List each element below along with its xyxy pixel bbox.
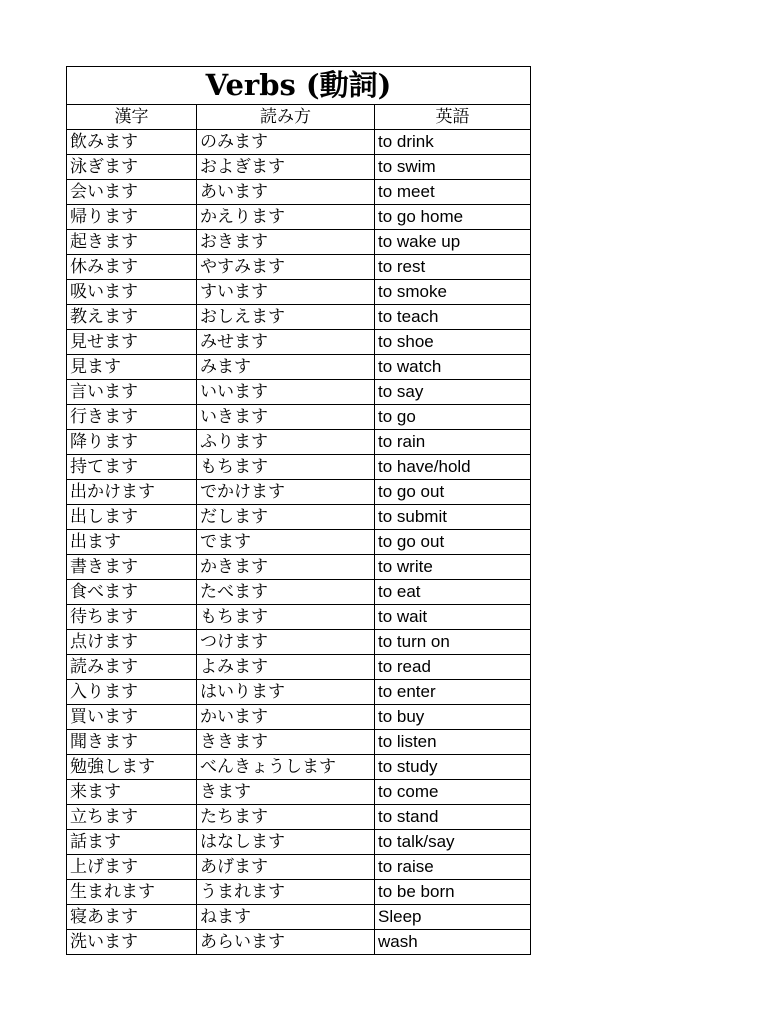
kanji-cell: 聞きます xyxy=(67,730,197,755)
english-cell: to submit xyxy=(375,505,531,530)
table-row xyxy=(67,505,531,530)
table-row xyxy=(67,805,531,830)
table-row xyxy=(67,655,531,680)
english-cell: to go xyxy=(375,405,531,430)
english-cell: to wait xyxy=(375,605,531,630)
reading-cell: たちます xyxy=(197,805,375,830)
table-row xyxy=(67,230,531,255)
kanji-cell: 持てます xyxy=(67,455,197,480)
kanji-cell: 来ます xyxy=(67,780,197,805)
reading-cell: うまれます xyxy=(197,880,375,905)
kanji-cell: 降ります xyxy=(67,430,197,455)
reading-cell: みせます xyxy=(197,330,375,355)
reading-cell: もちます xyxy=(197,455,375,480)
column-header-reading: 読み方 xyxy=(197,105,375,130)
reading-cell: よみます xyxy=(197,655,375,680)
table-row xyxy=(67,405,531,430)
reading-cell: かきます xyxy=(197,555,375,580)
reading-cell: すいます xyxy=(197,280,375,305)
reading-cell: ふります xyxy=(197,430,375,455)
table-row xyxy=(67,180,531,205)
english-cell: to say xyxy=(375,380,531,405)
kanji-cell: 起きます xyxy=(67,230,197,255)
reading-cell: ききます xyxy=(197,730,375,755)
english-cell: to meet xyxy=(375,180,531,205)
table-row xyxy=(67,130,531,155)
english-cell: to go out xyxy=(375,480,531,505)
reading-cell: おきます xyxy=(197,230,375,255)
table-row xyxy=(67,780,531,805)
table-row xyxy=(67,205,531,230)
table-row xyxy=(67,705,531,730)
table-row xyxy=(67,305,531,330)
kanji-cell: 教えます xyxy=(67,305,197,330)
column-header-kanji: 漢字 xyxy=(67,105,197,130)
table-body xyxy=(67,130,531,955)
english-cell: to rain xyxy=(375,430,531,455)
kanji-cell: 買います xyxy=(67,705,197,730)
reading-cell: ねます xyxy=(197,905,375,930)
kanji-cell: 書きます xyxy=(67,555,197,580)
kanji-cell: 生まれます xyxy=(67,880,197,905)
table-row xyxy=(67,480,531,505)
table-row xyxy=(67,455,531,480)
kanji-cell: 休みます xyxy=(67,255,197,280)
reading-cell: あいます xyxy=(197,180,375,205)
reading-cell: でます xyxy=(197,530,375,555)
kanji-cell: 上げます xyxy=(67,855,197,880)
english-cell: to turn on xyxy=(375,630,531,655)
reading-cell: あげます xyxy=(197,855,375,880)
english-cell: to smoke xyxy=(375,280,531,305)
kanji-cell: 立ちます xyxy=(67,805,197,830)
table-row xyxy=(67,830,531,855)
kanji-cell: 飲みます xyxy=(67,130,197,155)
english-cell: to listen xyxy=(375,730,531,755)
kanji-cell: 話ます xyxy=(67,830,197,855)
english-cell: to go home xyxy=(375,205,531,230)
reading-cell: きます xyxy=(197,780,375,805)
reading-cell: のみます xyxy=(197,130,375,155)
reading-cell: かいます xyxy=(197,705,375,730)
english-cell: to be born xyxy=(375,880,531,905)
english-cell: to raise xyxy=(375,855,531,880)
kanji-cell: 待ちます xyxy=(67,605,197,630)
table-row xyxy=(67,530,531,555)
kanji-cell: 見せます xyxy=(67,330,197,355)
table-row xyxy=(67,280,531,305)
kanji-cell: 勉強します xyxy=(67,755,197,780)
reading-cell: はなします xyxy=(197,830,375,855)
kanji-cell: 寝あます xyxy=(67,905,197,930)
table-row xyxy=(67,880,531,905)
table-row xyxy=(67,155,531,180)
reading-cell: つけます xyxy=(197,630,375,655)
english-cell: to rest xyxy=(375,255,531,280)
table-row xyxy=(67,680,531,705)
english-cell: to come xyxy=(375,780,531,805)
english-cell: to drink xyxy=(375,130,531,155)
reading-cell: やすみます xyxy=(197,255,375,280)
table-row xyxy=(67,330,531,355)
table-row xyxy=(67,355,531,380)
kanji-cell: 言います xyxy=(67,380,197,405)
english-cell: to watch xyxy=(375,355,531,380)
title-row xyxy=(67,67,531,105)
table-row xyxy=(67,630,531,655)
english-cell: to swim xyxy=(375,155,531,180)
kanji-cell: 出します xyxy=(67,505,197,530)
english-cell: to have/hold xyxy=(375,455,531,480)
table-row xyxy=(67,730,531,755)
kanji-cell: 行きます xyxy=(67,405,197,430)
reading-cell: でかけます xyxy=(197,480,375,505)
kanji-cell: 読みます xyxy=(67,655,197,680)
reading-cell: はいります xyxy=(197,680,375,705)
reading-cell: たべます xyxy=(197,580,375,605)
table-row xyxy=(67,430,531,455)
english-cell: to read xyxy=(375,655,531,680)
english-cell: to enter xyxy=(375,680,531,705)
kanji-cell: 見ます xyxy=(67,355,197,380)
english-cell: to talk/say xyxy=(375,830,531,855)
english-cell: to stand xyxy=(375,805,531,830)
reading-cell: あらいます xyxy=(197,930,375,955)
kanji-cell: 泳ぎます xyxy=(67,155,197,180)
kanji-cell: 食べます xyxy=(67,580,197,605)
table-row xyxy=(67,580,531,605)
table-title: Verbs (動詞) xyxy=(67,67,531,105)
header-row xyxy=(67,105,531,130)
reading-cell: だします xyxy=(197,505,375,530)
english-cell: to buy xyxy=(375,705,531,730)
reading-cell: おしえます xyxy=(197,305,375,330)
kanji-cell: 吸います xyxy=(67,280,197,305)
verbs-table xyxy=(66,66,531,955)
english-cell: to write xyxy=(375,555,531,580)
table-row xyxy=(67,380,531,405)
kanji-cell: 入ります xyxy=(67,680,197,705)
kanji-cell: 会います xyxy=(67,180,197,205)
english-cell: Sleep xyxy=(375,905,531,930)
kanji-cell: 帰ります xyxy=(67,205,197,230)
english-cell: to teach xyxy=(375,305,531,330)
reading-cell: べんきょうします xyxy=(197,755,375,780)
english-cell: to eat xyxy=(375,580,531,605)
reading-cell: いきます xyxy=(197,405,375,430)
english-cell: to wake up xyxy=(375,230,531,255)
table-row xyxy=(67,555,531,580)
kanji-cell: 出ます xyxy=(67,530,197,555)
english-cell: wash xyxy=(375,930,531,955)
kanji-cell: 点けます xyxy=(67,630,197,655)
column-header-english: 英語 xyxy=(375,105,531,130)
table-row xyxy=(67,255,531,280)
reading-cell: もちます xyxy=(197,605,375,630)
kanji-cell: 出かけます xyxy=(67,480,197,505)
kanji-cell: 洗います xyxy=(67,930,197,955)
english-cell: to shoe xyxy=(375,330,531,355)
table-row xyxy=(67,605,531,630)
table-row xyxy=(67,755,531,780)
reading-cell: いいます xyxy=(197,380,375,405)
table-row xyxy=(67,905,531,930)
reading-cell: およぎます xyxy=(197,155,375,180)
english-cell: to study xyxy=(375,755,531,780)
english-cell: to go out xyxy=(375,530,531,555)
table-row xyxy=(67,930,531,955)
reading-cell: かえります xyxy=(197,205,375,230)
reading-cell: みます xyxy=(197,355,375,380)
table-row xyxy=(67,855,531,880)
